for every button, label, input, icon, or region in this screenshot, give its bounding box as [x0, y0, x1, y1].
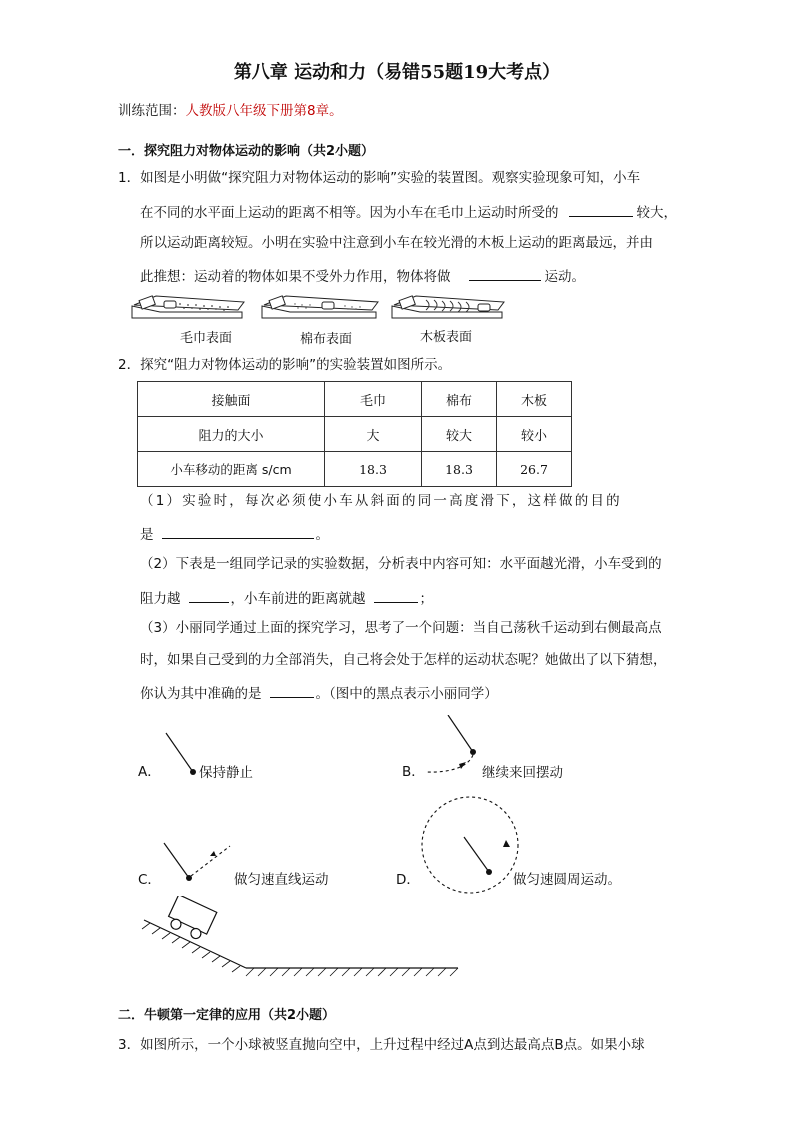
table-cell: 小车移动的距离 s/cm	[138, 452, 325, 487]
q2-part1-line2	[140, 526, 329, 543]
option-b-diagram	[426, 715, 476, 772]
q1-blank-1[interactable]	[569, 204, 633, 217]
option-d-letter[interactable]: D．	[396, 872, 420, 888]
option-d-text: 做匀速圆周运动。	[513, 872, 621, 888]
q1-line2-end: 较大，	[636, 205, 677, 221]
section-1-heading: 一．探究阻力对物体运动的影响（共2小题）	[118, 144, 375, 159]
q2-blank-1[interactable]	[162, 526, 314, 539]
q2-part3-text: 你认为其中准确的是	[140, 686, 262, 702]
q2-part1-text: 是	[140, 527, 154, 543]
towel-surface-diagram	[132, 296, 244, 318]
section-2-heading: 二．牛顿第一定律的应用（共2小题）	[118, 1008, 336, 1023]
option-a-text: 保持静止	[199, 765, 253, 781]
q2-data-table	[137, 381, 572, 487]
q1-line2-text: 在不同的水平面上运动的距离不相等。因为小车在毛巾上运动时所受的	[140, 205, 559, 221]
q2-part2-text: 阻力越	[140, 591, 181, 607]
table-cell: 18.3	[325, 452, 422, 487]
option-b-letter[interactable]: B．	[402, 764, 425, 780]
q3-line1: 3．如图所示，一个小球被竖直抛向空中，上升过程中经过A点到达最高点B点。如果小球	[118, 1037, 645, 1053]
table-cell: 较小	[497, 417, 572, 452]
q2-part2-line1: （2）下表是一组同学记录的实验数据，分析表中内容可知：水平面越光滑，小车受到的	[140, 556, 662, 572]
table-header-cell: 棉布	[422, 382, 497, 417]
table-cell: 26.7	[497, 452, 572, 487]
table-cell: 18.3	[422, 452, 497, 487]
table-row	[138, 417, 572, 452]
q2-part2-mid: ，小车前进的距离就越	[230, 591, 366, 607]
scope-value: 人教版八年级下册第8章。	[185, 103, 343, 119]
q1-line4	[140, 268, 585, 285]
q2-part1-end: 。	[315, 527, 329, 543]
training-scope	[118, 105, 343, 119]
cotton-surface-label: 棉布表面	[300, 332, 353, 347]
option-b-text: 继续来回摆动	[482, 765, 563, 781]
wood-surface-label: 木板表面	[420, 330, 473, 345]
q2-part2-line2	[140, 590, 433, 607]
q2-blank-4[interactable]	[270, 685, 314, 698]
table-row	[138, 382, 572, 417]
option-a-diagram	[166, 733, 196, 775]
table-cell: 阻力的大小	[138, 417, 325, 452]
option-c-letter[interactable]: C．	[138, 872, 161, 888]
q2-blank-3[interactable]	[374, 590, 418, 603]
q2-options-figure	[130, 715, 530, 905]
table-cell: 大	[325, 417, 422, 452]
q2-part1-line1: （1）实验时，每次必须使小车从斜面的同一高度滑下，这样做的目的	[140, 493, 622, 509]
q1-blank-2[interactable]	[469, 268, 541, 281]
towel-surface-label: 毛巾表面	[180, 331, 233, 346]
q1-line4-end: 运动。	[544, 269, 585, 285]
q1-line4-text: 此推想：运动着的物体如果不受外力作用，物体将做	[140, 269, 451, 285]
option-c-diagram	[164, 843, 230, 881]
table-header-cell: 木板	[497, 382, 572, 417]
cart-icon	[165, 896, 217, 942]
q1-line3: 所以运动距离较短。小明在实验中注意到小车在较光滑的木板上运动的距离最远，并由	[140, 235, 653, 251]
table-cell: 较大	[422, 417, 497, 452]
page-title: 第八章 运动和力（易错55题19大考点）	[233, 62, 561, 83]
incline-cart-figure	[136, 896, 466, 980]
q2-part2-end: ；	[419, 591, 433, 607]
q2-part3-line3	[140, 685, 498, 702]
q1-line2	[140, 204, 677, 221]
option-c-text: 做匀速直线运动	[234, 872, 329, 888]
table-row	[138, 452, 572, 487]
scope-label: 训练范围：	[118, 103, 186, 119]
option-d-diagram	[422, 797, 518, 893]
table-header-cell: 接触面	[138, 382, 325, 417]
q2-part3-end: 。（图中的黑点表示小丽同学）	[315, 686, 498, 702]
cotton-surface-diagram	[262, 296, 378, 318]
q2-blank-2[interactable]	[189, 590, 229, 603]
q2-intro: 2．探究“阻力对物体运动的影响”的实验装置如图所示。	[118, 357, 452, 373]
q1-line1: 1．如图是小明做“探究阻力对物体运动的影响”实验的装置图。观察实验现象可知，小车	[118, 170, 641, 186]
wood-surface-diagram	[392, 296, 504, 318]
option-a-letter[interactable]: A．	[138, 764, 161, 780]
q2-part3-line2: 时，如果自己受到的力全部消失，自己将会处于怎样的运动状态呢？她做出了以下猜想，	[140, 652, 667, 668]
q2-part3-line1: （3）小丽同学通过上面的探究学习，思考了一个问题：当自己荡秋千运动到右侧最高点	[140, 620, 662, 636]
table-header-cell: 毛巾	[325, 382, 422, 417]
